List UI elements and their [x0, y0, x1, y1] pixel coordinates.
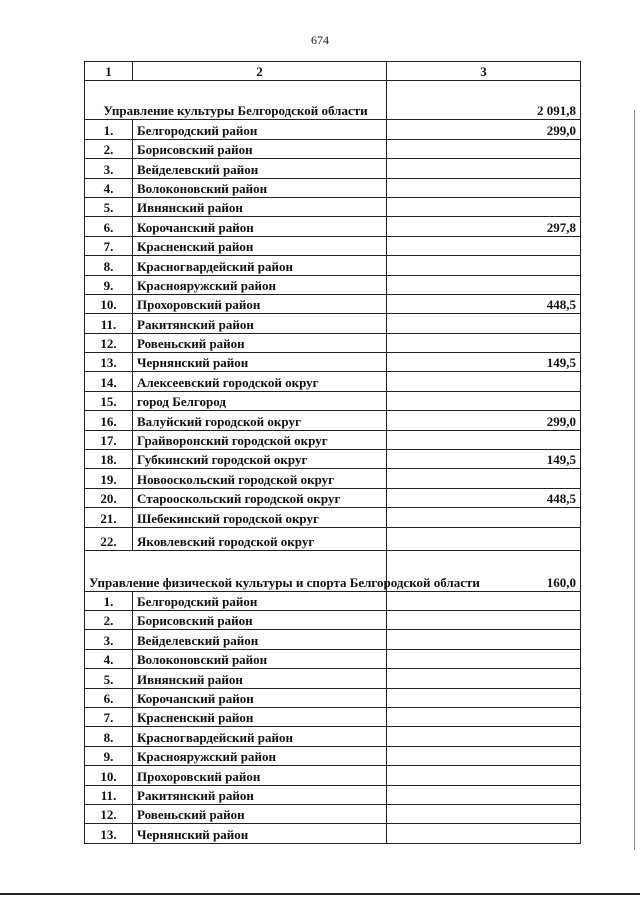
row-name: Ровеньский район — [133, 333, 387, 352]
table-row — [85, 294, 581, 313]
row-value — [387, 159, 581, 178]
row-number: 1. — [85, 591, 133, 610]
page-number: 674 — [311, 33, 329, 47]
table-row — [85, 217, 581, 236]
row-value — [387, 236, 581, 255]
row-number: 20. — [85, 488, 133, 507]
row-number: 13. — [85, 353, 133, 372]
row-value — [387, 649, 581, 668]
row-number: 16. — [85, 411, 133, 430]
row-name: город Белгород — [133, 391, 387, 410]
row-value — [387, 469, 581, 488]
table-row — [85, 236, 581, 255]
row-number: 21. — [85, 508, 133, 527]
row-name: Старооскольский городской округ — [133, 488, 387, 507]
row-name: Вейделевский район — [133, 159, 387, 178]
row-name: Белгородский район — [133, 120, 387, 139]
row-name: Корочанский район — [133, 688, 387, 707]
row-number: 2. — [85, 139, 133, 158]
table-body — [85, 62, 581, 844]
row-value — [387, 746, 581, 765]
row-name: Грайворонский городской округ — [133, 430, 387, 449]
table-row — [85, 333, 581, 352]
row-name: Красногвардейский район — [133, 256, 387, 275]
table-row — [85, 139, 581, 158]
row-value: 297,8 — [387, 217, 581, 236]
table-row — [85, 669, 581, 688]
header-row — [85, 62, 581, 81]
row-value: 149,5 — [387, 353, 581, 372]
table-row — [85, 411, 581, 430]
row-name: Красненский район — [133, 707, 387, 726]
row-number: 19. — [85, 469, 133, 488]
row-value — [387, 314, 581, 333]
row-number: 3. — [85, 630, 133, 649]
row-number: 2. — [85, 610, 133, 629]
row-name: Волоконовский район — [133, 178, 387, 197]
table-row — [85, 649, 581, 668]
row-name: Яковлевский городской округ — [133, 527, 387, 550]
row-number: 8. — [85, 256, 133, 275]
table-row — [85, 591, 581, 610]
section-total-sport: 160,0 — [387, 550, 581, 591]
row-value: 448,5 — [387, 294, 581, 313]
row-name: Краснояружский район — [133, 746, 387, 765]
table-row — [85, 766, 581, 785]
table-row — [85, 488, 581, 507]
header-col-2: 2 — [133, 62, 387, 81]
table-row — [85, 197, 581, 216]
row-number: 17. — [85, 430, 133, 449]
section-title-sport: Управление физической культуры и спорта Белгородской области — [85, 550, 387, 591]
table-row — [85, 256, 581, 275]
row-name: Борисовский район — [133, 610, 387, 629]
row-value — [387, 707, 581, 726]
row-value: 299,0 — [387, 120, 581, 139]
table-row — [85, 688, 581, 707]
table-row — [85, 178, 581, 197]
table-row — [85, 707, 581, 726]
row-name: Ровеньский район — [133, 804, 387, 823]
row-number: 4. — [85, 649, 133, 668]
row-number: 6. — [85, 217, 133, 236]
row-value — [387, 197, 581, 216]
table-row — [85, 275, 581, 294]
row-number: 12. — [85, 333, 133, 352]
row-number: 7. — [85, 707, 133, 726]
row-name: Прохоровский район — [133, 766, 387, 785]
row-number: 5. — [85, 197, 133, 216]
row-value — [387, 630, 581, 649]
row-number: 15. — [85, 391, 133, 410]
row-number: 9. — [85, 746, 133, 765]
table-row — [85, 353, 581, 372]
row-value — [387, 275, 581, 294]
row-number: 11. — [85, 785, 133, 804]
row-name: Вейделевский район — [133, 630, 387, 649]
row-name: Ракитянский район — [133, 314, 387, 333]
section-row-sport — [85, 550, 581, 591]
row-value — [387, 804, 581, 823]
row-value — [387, 766, 581, 785]
row-name: Прохоровский район — [133, 294, 387, 313]
row-value — [387, 139, 581, 158]
row-name: Корочанский район — [133, 217, 387, 236]
row-name: Красногвардейский район — [133, 727, 387, 746]
row-number: 18. — [85, 450, 133, 469]
row-number: 12. — [85, 804, 133, 823]
table-row — [85, 159, 581, 178]
row-number: 6. — [85, 688, 133, 707]
section-total-culture: 2 091,8 — [387, 81, 581, 120]
row-value — [387, 824, 581, 843]
row-value — [387, 591, 581, 610]
row-value — [387, 727, 581, 746]
section-row-culture — [85, 81, 581, 120]
table-row — [85, 824, 581, 843]
row-number: 8. — [85, 727, 133, 746]
row-number: 4. — [85, 178, 133, 197]
row-value — [387, 508, 581, 527]
table-row — [85, 804, 581, 823]
row-number: 11. — [85, 314, 133, 333]
row-name: Борисовский район — [133, 139, 387, 158]
row-name: Алексеевский городской округ — [133, 372, 387, 391]
row-name: Ивнянский район — [133, 197, 387, 216]
row-number: 13. — [85, 824, 133, 843]
row-name: Чернянский район — [133, 353, 387, 372]
table-row — [85, 391, 581, 410]
scan-bottom-line — [0, 893, 640, 895]
table-row — [85, 430, 581, 449]
row-number: 9. — [85, 275, 133, 294]
table-row — [85, 450, 581, 469]
row-value: 448,5 — [387, 488, 581, 507]
row-value — [387, 333, 581, 352]
row-name: Губкинский городской округ — [133, 450, 387, 469]
table-row — [85, 630, 581, 649]
row-number: 7. — [85, 236, 133, 255]
table-row — [85, 314, 581, 333]
row-value — [387, 178, 581, 197]
table-row — [85, 610, 581, 629]
table-row — [85, 469, 581, 488]
row-value — [387, 430, 581, 449]
table-row — [85, 746, 581, 765]
row-name: Краснояружский район — [133, 275, 387, 294]
row-number: 3. — [85, 159, 133, 178]
row-value — [387, 669, 581, 688]
row-value — [387, 527, 581, 550]
row-name: Ивнянский район — [133, 669, 387, 688]
row-name: Новооскольский городской округ — [133, 469, 387, 488]
row-number: 22. — [85, 527, 133, 550]
row-value: 299,0 — [387, 411, 581, 430]
row-value — [387, 372, 581, 391]
table-row — [85, 120, 581, 139]
row-name: Белгородский район — [133, 591, 387, 610]
row-name: Валуйский городской округ — [133, 411, 387, 430]
section-title-culture: Управление культуры Белгородской области — [85, 81, 387, 120]
allocation-table — [84, 61, 581, 844]
row-value: 149,5 — [387, 450, 581, 469]
header-col-3: 3 — [387, 62, 581, 81]
header-col-1: 1 — [85, 62, 133, 81]
row-number: 10. — [85, 294, 133, 313]
row-number: 10. — [85, 766, 133, 785]
row-value — [387, 391, 581, 410]
row-name: Красненский район — [133, 236, 387, 255]
row-value — [387, 785, 581, 804]
table-row — [85, 727, 581, 746]
row-value — [387, 256, 581, 275]
table-row — [85, 527, 581, 550]
row-name: Чернянский район — [133, 824, 387, 843]
row-name: Волоконовский район — [133, 649, 387, 668]
row-value — [387, 610, 581, 629]
table-row — [85, 785, 581, 804]
row-name: Шебекинский городской округ — [133, 508, 387, 527]
row-number: 5. — [85, 669, 133, 688]
table-row — [85, 372, 581, 391]
row-value — [387, 688, 581, 707]
scan-edge-line — [634, 110, 635, 850]
row-name: Ракитянский район — [133, 785, 387, 804]
row-number: 14. — [85, 372, 133, 391]
table-row — [85, 508, 581, 527]
row-number: 1. — [85, 120, 133, 139]
